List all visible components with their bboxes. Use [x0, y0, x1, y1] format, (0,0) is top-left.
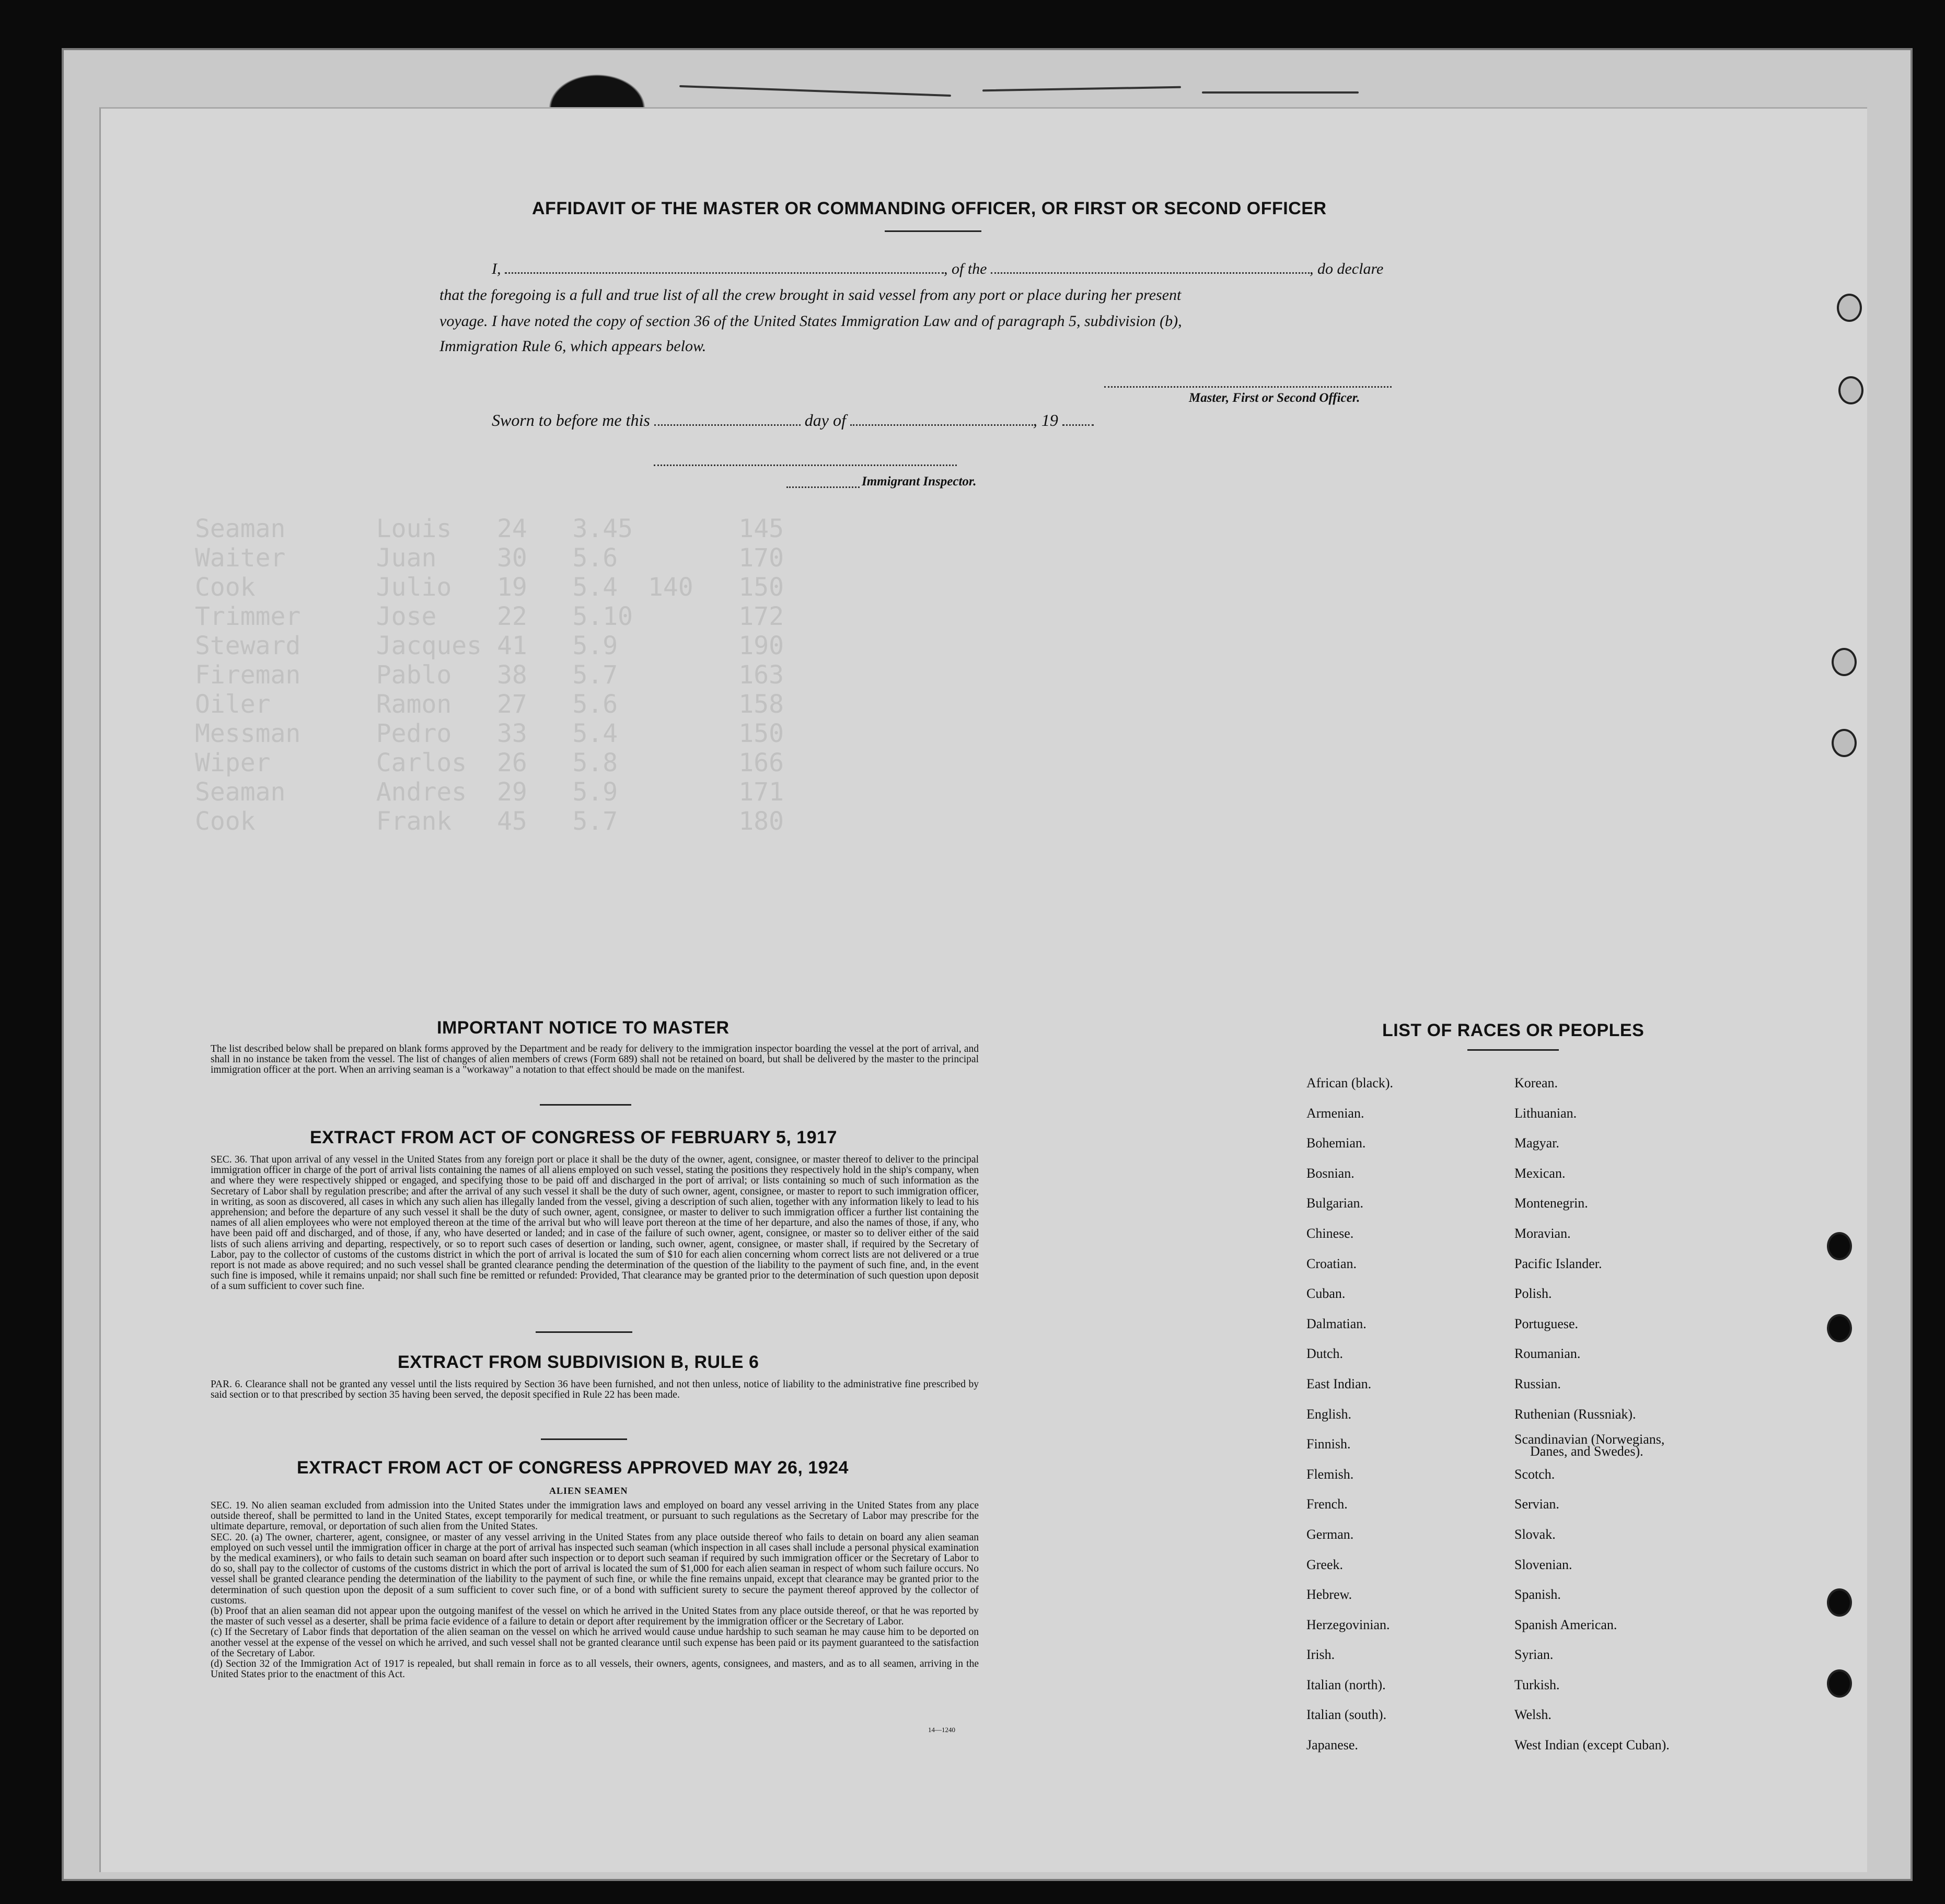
- binder-hole: [1827, 1314, 1852, 1342]
- race-entry: Scandinavian (Norwegians,: [1514, 1432, 1665, 1447]
- race-entry: Scotch.: [1514, 1466, 1555, 1482]
- manifest-page: [99, 107, 1867, 1872]
- extract-rule6-body: PAR. 6. Clearance shall not be granted any vessel until the lists required by Section 36 have been furnished, and not then unless, notice of liability to the administrative fine prescribed by said section or to that prescribed by section 35 having been served, the deposit specified in Rule 22 has been made.: [211, 1379, 979, 1401]
- race-entry: Japanese.: [1306, 1737, 1358, 1753]
- race-entry: Armenian.: [1306, 1105, 1364, 1121]
- race-entry: Herzegovinian.: [1306, 1617, 1390, 1632]
- race-entry: Dutch.: [1306, 1346, 1344, 1362]
- inspector-signature-field[interactable]: [654, 464, 957, 466]
- races-title-rule: [1467, 1049, 1559, 1051]
- sec-20c-text: (c) If the Secretary of Labor finds that deportation of the alien seaman on the vessel on which he arrived would cause undue hardship to such seaman he may cause him to be deported on another vessel at the expense of the vessel on which he arrived, and such vessel shall not be granted clearance until such expense has been paid or its payment guaranteed to the satisfaction of the Secretary of Labor.: [211, 1627, 979, 1659]
- notary-seal-edge: [538, 67, 656, 109]
- sworn-month-field[interactable]: [850, 424, 1033, 426]
- binder-hole: [1832, 648, 1857, 676]
- alien-seamen-subtitle: ALIEN SEAMEN: [549, 1485, 628, 1496]
- binder-hole: [1827, 1669, 1852, 1698]
- declaration-line-4: Immigration Rule 6, which appears below.: [439, 338, 707, 355]
- sworn-year-field[interactable]: [1062, 424, 1094, 426]
- race-entry: Cuban.: [1306, 1286, 1346, 1302]
- race-entry: Turkish.: [1514, 1677, 1560, 1692]
- notice-title: IMPORTANT NOTICE TO MASTER: [437, 1018, 730, 1038]
- section-rule: [540, 1104, 631, 1106]
- section-rule: [541, 1438, 627, 1440]
- race-entry: Montenegrin.: [1514, 1195, 1588, 1211]
- declaration-line-2: that the foregoing is a full and true list of all the crew brought in said vessel from any port or place during her present: [439, 286, 1182, 304]
- declaration-line-3: voyage. I have noted the copy of section 36 of the United States Immigration Law and of paragraph 5, subdivision (b),: [439, 312, 1182, 330]
- race-entry: Hebrew.: [1306, 1587, 1352, 1603]
- race-entry: German.: [1306, 1526, 1354, 1542]
- race-entry: Bohemian.: [1306, 1135, 1366, 1151]
- race-entry: Slovenian.: [1514, 1557, 1572, 1572]
- race-entry: Welsh.: [1514, 1707, 1552, 1723]
- declarant-prefix: I,: [492, 260, 501, 277]
- declare-text: , do declare: [1310, 260, 1384, 277]
- bleed-through-text: Seaman Louis 24 3.45 145 Waiter Juan 30 5.6 170 Cook Julio 19 5.4 140 150 Trimmer Jose 22 5.10 172 Steward Jacques 41 5.9 190 Fireman Pablo 38 5.7 163 Oiler Ramon 27 5.6 158 Messman Pedro 33 5.4 150 Wiper Carlos 26 5.8 166 Seaman Andres 29 5.9 171 Cook Frank 45 5.7 180: [195, 514, 784, 836]
- race-entry: Ruthenian (Russniak).: [1514, 1406, 1636, 1422]
- extract-1924-body: [211, 1501, 979, 1680]
- race-entry: Russian.: [1514, 1376, 1561, 1391]
- sworn-day-field[interactable]: [654, 424, 801, 426]
- race-entry: East Indian.: [1306, 1376, 1372, 1391]
- declaration-line-1: [492, 260, 1411, 278]
- extract-1917-title: EXTRACT FROM ACT OF CONGRESS OF FEBRUARY 5, 1917: [310, 1128, 837, 1147]
- vessel-name-field[interactable]: [991, 272, 1310, 274]
- race-entry: Dalmatian.: [1306, 1316, 1367, 1331]
- binder-hole: [1837, 294, 1862, 322]
- race-entry: West Indian (except Cuban).: [1514, 1737, 1670, 1753]
- race-entry: Korean.: [1514, 1075, 1558, 1090]
- master-signature-field[interactable]: [1104, 386, 1392, 388]
- race-entry: Greek.: [1306, 1557, 1344, 1572]
- races-right-column: [1514, 1068, 1670, 1760]
- binder-hole: [1838, 376, 1863, 404]
- race-entry: Flemish.: [1306, 1466, 1354, 1482]
- affidavit-title-rule: [885, 230, 981, 232]
- master-signature-label: Master, First or Second Officer.: [1189, 391, 1360, 405]
- race-entry: English.: [1306, 1406, 1351, 1422]
- extract-1924-title: EXTRACT FROM ACT OF CONGRESS APPROVED MAY 26, 1924: [297, 1458, 849, 1478]
- race-entry: Mexican.: [1514, 1165, 1566, 1181]
- race-entry: Magyar.: [1514, 1135, 1559, 1151]
- inspector-dotted-lead: [786, 486, 860, 488]
- race-entry: Finnish.: [1306, 1436, 1351, 1452]
- sec-20d-text: (d) Section 32 of the Immigration Act of 1917 is repealed, but shall remain in force as to all vessels, their owners, agents, consignees, and masters, and as to all seamen, arriving in the United States prior to the enactment of this Act.: [211, 1658, 979, 1680]
- race-entry: Irish.: [1306, 1647, 1335, 1663]
- race-entry: Chinese.: [1306, 1225, 1354, 1241]
- race-entry: Servian.: [1514, 1496, 1559, 1512]
- declarant-name-field[interactable]: [505, 272, 944, 274]
- race-entry: Pacific Islander.: [1514, 1256, 1602, 1271]
- sworn-day-of: day of: [804, 411, 846, 429]
- extract-rule6-title: EXTRACT FROM SUBDIVISION B, RULE 6: [398, 1352, 759, 1372]
- race-entry: African (black).: [1306, 1075, 1394, 1090]
- race-entry: Spanish.: [1514, 1587, 1561, 1603]
- affidavit-title: AFFIDAVIT OF THE MASTER OR COMMANDING OFFICER, OR FIRST OR SECOND OFFICER: [532, 199, 1327, 218]
- race-entry: Danes, and Swedes).: [1530, 1444, 1643, 1459]
- section-rule: [536, 1331, 632, 1333]
- race-entry: Italian (north).: [1306, 1677, 1386, 1692]
- binder-hole: [1832, 729, 1857, 757]
- race-entry: Moravian.: [1514, 1225, 1571, 1241]
- binder-hole: [1827, 1588, 1852, 1617]
- race-entry: Italian (south).: [1306, 1707, 1387, 1723]
- race-entry: Roumanian.: [1514, 1346, 1581, 1362]
- sec-20b-text: (b) Proof that an alien seaman did not appear upon the outgoing manifest of the vessel on which he arrived in the United States from any place outside thereof, or that he was reported by the master of such vessel as a deserter, shall be prima facie evidence of a failure to detain or deport after requirement by the immigration officer or the Secretary of Labor.: [211, 1606, 979, 1628]
- handwriting-stroke: [1202, 91, 1359, 94]
- vessel-prefix: , of the: [944, 260, 987, 277]
- race-entry: Bulgarian.: [1306, 1195, 1364, 1211]
- race-entry: Bosnian.: [1306, 1165, 1354, 1181]
- race-entry: Slovak.: [1514, 1526, 1556, 1542]
- race-entry: Polish.: [1514, 1286, 1552, 1302]
- binder-hole: [1827, 1232, 1852, 1260]
- race-entry: Portuguese.: [1514, 1316, 1579, 1331]
- race-entry: Syrian.: [1514, 1647, 1554, 1663]
- race-entry: Croatian.: [1306, 1256, 1357, 1271]
- sec-19-text: SEC. 19. No alien seaman excluded from admission into the United States under the immigration laws and employed on board any vessel arriving in the United States from any place outside thereof, shall be permitted to land in the United States, except temporarily for medical treatment, or pursuant to such regulations as the Secretary of Labor may prescribe for the ultimate departure, removal, or deportation of such alien from the United States.: [211, 1500, 979, 1533]
- notice-body: The list described below shall be prepared on blank forms approved by the Department and be ready for delivery to the immigration inspector boarding the vessel at the port of arrival, and shall in no instance be taken from the vessel. The list of changes of alien members of crews (Form 689) shall not be retained on board, but shall be delivered by the master to the principal immigration officer at the port. When an arriving seaman is a "workaway" a notation to that effect should be made on the manifest.: [211, 1043, 979, 1076]
- sworn-year-prefix: , 19: [1033, 411, 1058, 429]
- inspector-label: Immigrant Inspector.: [862, 474, 977, 489]
- races-left-column: [1306, 1068, 1393, 1760]
- sec-20a-text: SEC. 20. (a) The owner, charterer, agent, consignee, or master of any vessel arriving in the United States from any place outside thereof who fails to detain on board any alien seaman employed on such vessel until the immigration officer in charge at the port of arrival has inspected such seaman (which inspection in all cases shall include a personal physical examination by the medical examiners), or who fails to detain such seaman on board after such inspection or to deport such seaman if required by such immigration officer or the Secretary of Labor to do so, shall pay to the collector of customs of the customs district in which the port of arrival is located the sum of $1,000 for each alien seaman in respect of whom such failure occurs. No vessel shall be granted clearance pending the determination of the liability to the payment of such fine, or while the fine remains unpaid, except that clearance may be granted prior to the determination of such question upon the deposit of a sum sufficient to cover such fine, or of a bond with sufficient surety to secure the payment thereof approved by the collector of customs.: [211, 1531, 979, 1606]
- race-entry: French.: [1306, 1496, 1348, 1512]
- race-entry: Spanish American.: [1514, 1617, 1617, 1632]
- form-number: 14—1240: [928, 1726, 955, 1734]
- sworn-prefix: Sworn to before me this: [492, 411, 650, 429]
- races-title: LIST OF RACES OR PEOPLES: [1382, 1020, 1645, 1040]
- sworn-line: [492, 411, 1094, 430]
- extract-1917-body: SEC. 36. That upon arrival of any vessel in the United States from any foreign port or place it shall be the duty of the owner, agent, consignee, or master thereof to deliver to the principal immigration officer in charge of the port of arrival lists containing the names of all aliens employed on such vessel, stating the positions they respectively hold in the ship's company, when and where they were respectively shipped or engaged, and specifying those to be paid off and discharged in the port of arrival; or lists containing so much of such information as the Secretary of Labor shall by regulation prescribe; and after the arrival of any such vessel it shall be the duty of such owner, agent, consignee, or master to report to such immigration officer, in writing, as soon as discovered, all cases in which any such alien has illegally landed from the vessel, giving a description of such alien, together with any information likely to lead to his apprehension; and before the departure of any such vessel it shall be the duty of such owner, agent, consignee, or master to deliver to such immigration officer a further list containing the names of all alien employees who were not employed thereon at the time of the arrival but who will leave port thereon at the time of her departure, and also the names of those, if any, who have been paid off and discharged, and of those, if any, who have deserted or landed; and in case of the failure of such owner, agent, consignee, or master so to deliver either of the said lists of such aliens arriving and departing, respectively, or so to report such cases of desertion or landing, such owner, agent, consignee, or master shall, if required by the Secretary of Labor, pay to the collector of customs of the customs district in which the port of arrival is located the sum of $10 for each alien concerning whom correct lists are not delivered or a true report is not made as above required; and no such vessel shall be granted clearance pending the determination of the question of the liability to the payment of such fine, and, in the event such fine is imposed, while it remains unpaid; nor shall such fine be remitted or refunded: Provided, That clearance may be granted prior to the determination of such question upon deposit of a sum sufficient to cover such fine.: [211, 1154, 979, 1292]
- race-entry: Lithuanian.: [1514, 1105, 1577, 1121]
